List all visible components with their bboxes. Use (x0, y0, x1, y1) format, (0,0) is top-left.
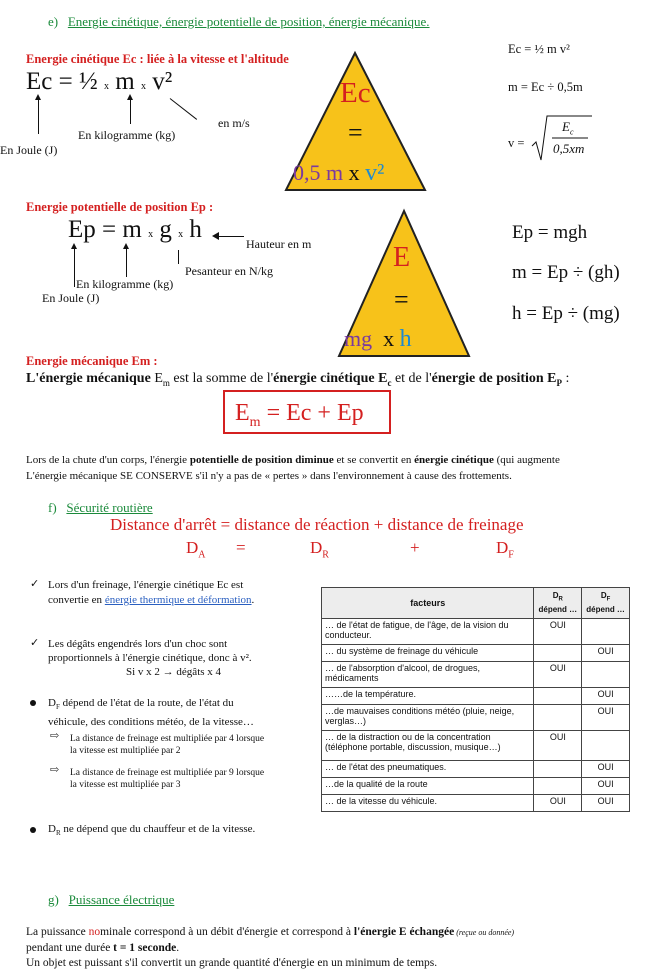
ec-label-ms: en m/s (218, 116, 250, 130)
ec-triangle-top: Ec (340, 77, 371, 109)
df-cell: OUI (582, 761, 630, 778)
factor-cell: … du système de freinage du véhicule (322, 645, 534, 662)
bullet-braking-energy: Lors d'un freinage, l'énergie cinétique Ec est convertie en énergie thermique et déformation. (48, 579, 255, 606)
section-g-title: g) Puissance électrique (48, 892, 175, 907)
check-icon: ✓ (30, 637, 40, 649)
ep-label-j: En Joule (J) (42, 291, 100, 305)
em-heading: Energie mécanique Em : (26, 354, 158, 368)
table-row (322, 688, 630, 705)
ep-label-kg: En kilogramme (kg) (76, 277, 174, 291)
ep-label-g: Pesanteur en N/kg (185, 264, 273, 278)
check-icon: ✓ (30, 578, 40, 590)
ep-triangle-eq: = (394, 285, 409, 314)
dr-cell: OUI (534, 731, 582, 761)
bullet-damage: Les dégâts engendrés lors d'un choc sont proportionnels à l'énergie cinétique, donc à v². Si v x 2 → dégâts x 4 (48, 638, 252, 678)
fall-paragraph-1: Lors de la chute d'un corps, l'énergie potentielle de position diminue et se convertit en énergie cinétique (qui augmente (26, 454, 560, 466)
factor-cell: … de la distraction ou de la concentration (téléphone portable, discussion, musique…) (322, 731, 534, 761)
factor-cell: …de la qualité de la route (322, 778, 534, 795)
bullet-dr: $D_R$ ne dépend que du chauffeur et de la vitesse. (48, 823, 256, 838)
table-header-df: $D_F$ dépend … (582, 588, 630, 619)
ep-triangle-top: E (393, 242, 411, 273)
table-header-factors: facteurs (322, 588, 534, 619)
factor-cell: … de l'état des pneumatiques. (322, 761, 534, 778)
arrow-ms (170, 98, 197, 120)
arrow-joule (38, 98, 39, 134)
df-cell: OUI (582, 795, 630, 812)
table-row (322, 705, 630, 731)
dr-cell (534, 761, 582, 778)
ec-triangle-eq: = (348, 118, 363, 147)
ep-formula-1: Ep = mgh (512, 222, 588, 243)
arrow-g (178, 250, 179, 264)
factors-table (321, 587, 630, 812)
ep-triangle-bottom: mg x h (344, 326, 412, 352)
ec-formula-3-prefix: v = (508, 136, 525, 150)
arrow-kg (130, 98, 131, 124)
ec-formula: Ec = ½ x m x v² (26, 68, 173, 95)
dr-cell: OUI (534, 662, 582, 688)
arrow-ep-kg (126, 247, 127, 277)
df-cell: OUI (582, 645, 630, 662)
power-paragraph-1: La puissance nominale correspond à un débit d'énergie et correspond à l'énergie E échangée (reçue ou donnée) (26, 926, 515, 938)
power-paragraph-2: pendant une durée t = 1 seconde. (26, 942, 180, 954)
sub-bullet-x9: La distance de freinage est multipliée par 9 lorsque la vitesse est multipliée par 3 (70, 768, 265, 790)
section-e-title: e) Energie cinétique, énergie potentielle de position, énergie mécanique. (48, 14, 430, 29)
table-row (322, 645, 630, 662)
table-header-dr: $D_R$ dépend … (534, 588, 582, 619)
arrow-right-icon: ⇨ (50, 764, 60, 776)
fall-paragraph-2: L'énergie mécanique SE CONSERVE s'il n'y a pas de « pertes » dans l'environnement à cause des frottements. (26, 470, 512, 482)
section-f-title: f) Sécurité routière (48, 500, 153, 515)
dr-cell (534, 645, 582, 662)
stopping-distance-da: $D_A$ (186, 538, 206, 561)
ec-label-j: En Joule (J) (0, 143, 58, 157)
ep-formula-2: m = Ep ÷ (gh) (512, 262, 620, 283)
dr-cell (534, 778, 582, 795)
thermal-energy-link[interactable]: énergie thermique et déformation (104, 594, 252, 606)
factor-cell: …de mauvaises conditions météo (pluie, neige, verglas…) (322, 705, 534, 731)
table-row (322, 778, 630, 795)
factor-cell: … de l'absorption d'alcool, de drogues, médicaments (322, 662, 534, 688)
table-row (322, 795, 630, 812)
dr-cell: OUI (534, 795, 582, 812)
df-cell: OUI (582, 688, 630, 705)
ec-formula-2: m = Ec ÷ 0,5m (508, 80, 583, 94)
df-cell (582, 662, 630, 688)
ec-formula-1: Ec = ½ m v² (508, 42, 570, 56)
stopping-distance-df: $D_F$ (496, 538, 514, 561)
ep-heading: Energie potentielle de position Ep : (26, 200, 214, 214)
df-cell: OUI (582, 705, 630, 731)
factor-cell: … de la vitesse du véhicule. (322, 795, 534, 812)
bullet-df-factors: $D_F$ dépend de l'état de la route, de l'état du véhicule, des conditions météo, de la vitesse… (48, 697, 254, 729)
arrow-h (218, 236, 244, 237)
df-cell: OUI (582, 778, 630, 795)
table-row (322, 662, 630, 688)
stopping-distance-equation: Distance d'arrêt = distance de réaction + distance de freinage (110, 515, 524, 534)
stopping-distance-eq: = (236, 538, 246, 557)
stopping-distance-plus: + (410, 538, 420, 557)
em-formula-box: $E_m = Ec + Ep$ (223, 390, 391, 434)
ep-label-h: Hauteur en m (246, 237, 312, 251)
ec-triangle-bottom: 0,5 m x v² (293, 160, 385, 186)
df-cell (582, 731, 630, 761)
dr-cell: OUI (534, 619, 582, 645)
table-row (322, 761, 630, 778)
table-row (322, 731, 630, 761)
factor-cell: … de l'état de fatigue, de l'âge, de la vision du conducteur. (322, 619, 534, 645)
stopping-distance-dr: $D_R$ (310, 538, 329, 561)
sqrt-numerator: $E_c$ (562, 119, 574, 137)
em-sentence: L'énergie mécanique $E_m$ est la somme de l'énergie cinétique $E_c$ et de l'énergie de position $E_P$ : (26, 371, 570, 388)
arrow-right-icon: ⇨ (50, 730, 60, 742)
ep-formula-3: h = Ep ÷ (mg) (512, 303, 620, 324)
df-cell (582, 619, 630, 645)
ep-formula: Ep = m x g x h (68, 216, 202, 243)
sub-bullet-x4: La distance de freinage est multipliée par 4 lorsque la vitesse est multipliée par 2 (70, 734, 265, 756)
bullet-dot (30, 827, 36, 833)
power-paragraph-3: Un objet est puissant s'il convertit un grande quantité d'énergie en un minimum de temps. (26, 957, 438, 969)
table-row (322, 619, 630, 645)
bullet-dot (30, 700, 36, 706)
ec-label-kg: En kilogramme (kg) (78, 128, 176, 142)
dr-cell (534, 705, 582, 731)
arrow-ep-joule (74, 247, 75, 287)
dr-cell (534, 688, 582, 705)
factor-cell: ……de la température. (322, 688, 534, 705)
ec-heading: Energie cinétique Ec : liée à la vitesse et l'altitude (26, 52, 289, 66)
sqrt-denominator: 0,5xm (553, 141, 585, 156)
